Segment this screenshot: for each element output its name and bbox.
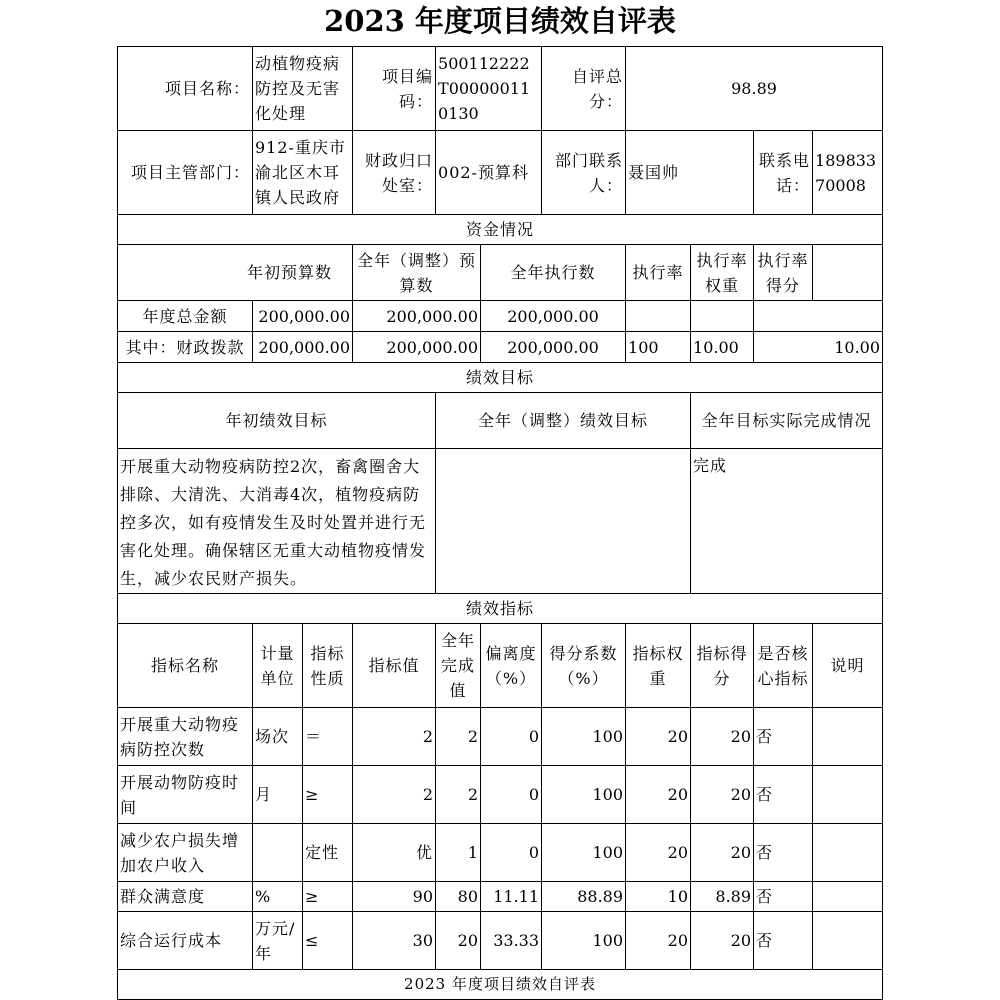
evaluation-table bbox=[117, 46, 883, 1000]
indicators-section-header: 绩效指标 bbox=[118, 594, 883, 624]
ind-name: 开展重大动物疫病防控次数 bbox=[118, 708, 253, 766]
funds-budget: 200,000.00 bbox=[253, 332, 353, 363]
ind-col-name: 指标名称 bbox=[118, 624, 253, 708]
phone-label: 联系电话： bbox=[754, 131, 813, 215]
ind-col-core: 是否核心指标 bbox=[754, 624, 813, 708]
ind-weight: 10 bbox=[626, 882, 691, 912]
finance-office-value: 002-预算科 bbox=[436, 131, 542, 215]
project-code-label: 项目编码： bbox=[353, 47, 436, 131]
ind-score: 20 bbox=[691, 824, 754, 882]
ind-col-coefficient: 得分系数（%） bbox=[542, 624, 626, 708]
ind-note bbox=[813, 882, 883, 912]
goals-header-row bbox=[118, 393, 883, 449]
funds-budget: 200,000.00 bbox=[253, 301, 353, 332]
ind-score: 20 bbox=[691, 766, 754, 824]
ind-coefficient: 100 bbox=[542, 766, 626, 824]
indicators-header-row bbox=[118, 624, 883, 708]
contact-label: 部门联系人： bbox=[542, 131, 626, 215]
ind-deviation: 11.11 bbox=[481, 882, 542, 912]
ind-weight: 20 bbox=[626, 824, 691, 882]
ind-name: 开展动物防疫时间 bbox=[118, 766, 253, 824]
ind-unit: 月 bbox=[253, 766, 303, 824]
goals-col-actual: 全年目标实际完成情况 bbox=[691, 393, 883, 449]
ind-coefficient: 100 bbox=[542, 708, 626, 766]
ind-score: 8.89 bbox=[691, 882, 754, 912]
goals-col-initial: 年初绩效目标 bbox=[118, 393, 436, 449]
goals-section-header: 绩效目标 bbox=[118, 363, 883, 393]
funds-weight: 10.00 bbox=[691, 332, 754, 363]
ind-col-deviation: 偏离度（%） bbox=[481, 624, 542, 708]
ind-deviation: 0 bbox=[481, 824, 542, 882]
ind-nature: ＝ bbox=[303, 708, 353, 766]
ind-name: 减少农户损失增加农户收入 bbox=[118, 824, 253, 882]
goals-actual-text: 完成 bbox=[691, 449, 883, 594]
ind-deviation: 33.33 bbox=[481, 912, 542, 970]
indicator-row bbox=[118, 766, 883, 824]
ind-nature: 定性 bbox=[303, 824, 353, 882]
ind-name: 群众满意度 bbox=[118, 882, 253, 912]
ind-note bbox=[813, 766, 883, 824]
funds-row-label: 其中：财政拨款 bbox=[118, 332, 253, 363]
ind-unit: % bbox=[253, 882, 303, 912]
ind-unit bbox=[253, 824, 303, 882]
ind-core: 否 bbox=[754, 912, 813, 970]
ind-score: 20 bbox=[691, 912, 754, 970]
indicator-row bbox=[118, 912, 883, 970]
funds-row-fiscal bbox=[118, 332, 883, 363]
funds-row-label: 年度总金额 bbox=[118, 301, 253, 332]
ind-target: 30 bbox=[353, 912, 436, 970]
ind-unit: 万元/年 bbox=[253, 912, 303, 970]
funds-header-row bbox=[118, 245, 883, 301]
ind-coefficient: 88.89 bbox=[542, 882, 626, 912]
ind-col-done: 全年完成值 bbox=[436, 624, 481, 708]
funds-weight bbox=[691, 301, 754, 332]
ind-nature: ≥ bbox=[303, 766, 353, 824]
ind-col-nature: 指标性质 bbox=[303, 624, 353, 708]
ind-name: 综合运行成本 bbox=[118, 912, 253, 970]
ind-core: 否 bbox=[754, 766, 813, 824]
project-name-value: 动植物疫病防控及无害化处理 bbox=[253, 47, 353, 131]
funds-score: 10.00 bbox=[754, 332, 883, 363]
ind-done: 1 bbox=[436, 824, 481, 882]
ind-core: 否 bbox=[754, 708, 813, 766]
funds-adjusted: 200,000.00 bbox=[353, 332, 481, 363]
ind-target: 2 bbox=[353, 766, 436, 824]
funds-score bbox=[754, 301, 883, 332]
ind-unit: 场次 bbox=[253, 708, 303, 766]
funds-col-score: 执行率得分 bbox=[754, 245, 813, 301]
ind-coefficient: 100 bbox=[542, 824, 626, 882]
ind-target: 90 bbox=[353, 882, 436, 912]
funds-executed: 200,000.00 bbox=[481, 332, 626, 363]
funds-col-budget: 年初预算数 bbox=[118, 245, 353, 301]
dept-label: 项目主管部门： bbox=[118, 131, 253, 215]
funds-col-blank bbox=[813, 245, 883, 301]
funds-adjusted: 200,000.00 bbox=[353, 301, 481, 332]
project-info-row bbox=[118, 47, 883, 131]
goals-initial-text: 开展重大动物疫病防控2次，畜禽圈舍大排除、大清洗、大消毒4次，植物疫病防控多次，如有疫情发生及时处置并进行无害化处理。确保辖区无重大动植物疫情发生，减少农民财产损失。 bbox=[118, 449, 436, 594]
goals-col-adjusted: 全年（调整）绩效目标 bbox=[436, 393, 691, 449]
ind-core: 否 bbox=[754, 824, 813, 882]
funds-rate: 100 bbox=[626, 332, 691, 363]
ind-col-unit: 计量单位 bbox=[253, 624, 303, 708]
department-info-row bbox=[118, 131, 883, 215]
indicator-row bbox=[118, 708, 883, 766]
ind-col-weight: 指标权重 bbox=[626, 624, 691, 708]
indicator-row bbox=[118, 824, 883, 882]
table-footer: 2023 年度项目绩效自评表 bbox=[118, 970, 883, 1000]
ind-weight: 20 bbox=[626, 708, 691, 766]
ind-core: 否 bbox=[754, 882, 813, 912]
contact-value: 聂国帅 bbox=[626, 131, 754, 215]
phone-value: 18983370008 bbox=[813, 131, 883, 215]
ind-note bbox=[813, 708, 883, 766]
ind-score: 20 bbox=[691, 708, 754, 766]
project-name-label: 项目名称： bbox=[118, 47, 253, 131]
ind-nature: ≥ bbox=[303, 882, 353, 912]
goals-content-row bbox=[118, 449, 883, 594]
self-score-label: 自评总分： bbox=[542, 47, 626, 131]
ind-nature: ≤ bbox=[303, 912, 353, 970]
ind-weight: 20 bbox=[626, 766, 691, 824]
ind-col-score: 指标得分 bbox=[691, 624, 754, 708]
ind-weight: 20 bbox=[626, 912, 691, 970]
ind-note bbox=[813, 912, 883, 970]
ind-coefficient: 100 bbox=[542, 912, 626, 970]
funds-rate bbox=[626, 301, 691, 332]
funds-col-rate: 执行率 bbox=[626, 245, 691, 301]
goals-adjusted-text bbox=[436, 449, 691, 594]
funds-col-executed: 全年执行数 bbox=[481, 245, 626, 301]
indicator-row bbox=[118, 882, 883, 912]
self-score-value: 98.89 bbox=[626, 47, 883, 131]
ind-done: 20 bbox=[436, 912, 481, 970]
finance-office-label: 财政归口处室： bbox=[353, 131, 436, 215]
ind-deviation: 0 bbox=[481, 766, 542, 824]
funds-section-header: 资金情况 bbox=[118, 215, 883, 245]
funds-col-weight: 执行率权重 bbox=[691, 245, 754, 301]
ind-done: 80 bbox=[436, 882, 481, 912]
project-code-value: 500112222T000000110130 bbox=[436, 47, 542, 131]
funds-col-adjusted: 全年（调整）预算数 bbox=[353, 245, 481, 301]
funds-row-total bbox=[118, 301, 883, 332]
ind-target: 优 bbox=[353, 824, 436, 882]
ind-target: 2 bbox=[353, 708, 436, 766]
page-title: 2023 年度项目绩效自评表 bbox=[324, 4, 676, 38]
ind-col-target: 指标值 bbox=[353, 624, 436, 708]
ind-done: 2 bbox=[436, 766, 481, 824]
ind-deviation: 0 bbox=[481, 708, 542, 766]
dept-value: 912-重庆市渝北区木耳镇人民政府 bbox=[253, 131, 353, 215]
ind-done: 2 bbox=[436, 708, 481, 766]
ind-col-note: 说明 bbox=[813, 624, 883, 708]
funds-executed: 200,000.00 bbox=[481, 301, 626, 332]
ind-note bbox=[813, 824, 883, 882]
